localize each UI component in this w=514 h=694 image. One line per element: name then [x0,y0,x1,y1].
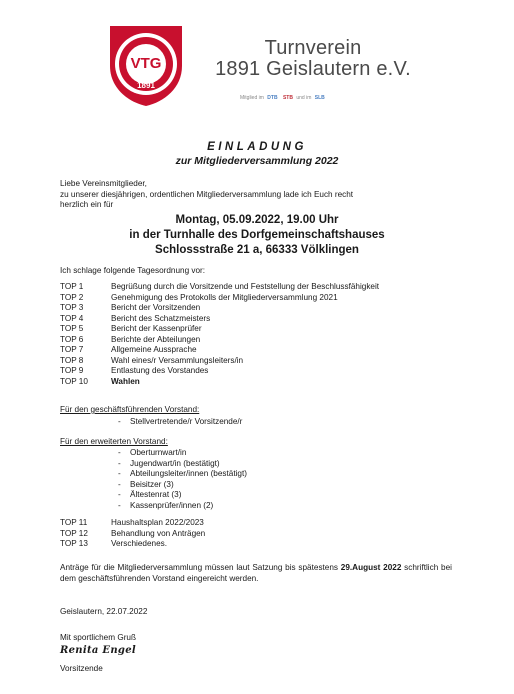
ext-board-item-label: Jugendwart/in (bestätigt) [130,458,220,468]
agenda-text: Genehmigung des Protokolls der Mitgliederversammlung 2021 [111,292,338,302]
event-date-time: Montag, 05.09.2022, 19.00 Uhr [175,214,339,226]
ext-board-item-label: Oberturnwart/in [130,448,187,457]
logo-text: VTG [130,55,162,72]
ext-board-list [118,448,247,511]
ext-board-item-label: Abteilungsleiter/innen (bestätigt) [130,469,247,478]
agenda-text: Entlastung des Vorstandes [111,366,209,375]
club-name-line2: 1891 Geislautern e.V. [215,58,411,80]
agenda-number: TOP 13 [60,539,88,548]
signature: Renita Engel [60,645,136,656]
notice-text-part1: Anträge für die Mitgliederversammlung müssen laut Satzung bis spätestens [60,563,339,572]
org-dtb: DTB [267,95,278,101]
agenda-number: TOP 3 [60,303,84,312]
membership-line [240,95,327,101]
agenda-text: Berichte der Abteilungen [111,334,201,344]
agenda-number: TOP 12 [60,528,88,538]
agenda-text: Begrüßung durch die Vorsitzende und Feststellung der Beschlussfähigkeit [111,282,380,291]
ext-board-item: - Ältestenrat (3) [118,490,182,499]
org-stb: STB [282,95,293,101]
ext-board-item-label: Ältestenrat (3) [130,490,182,499]
club-name-line1: Turnverein [264,37,362,59]
agenda-number: TOP 2 [60,292,84,302]
agenda-text: Behandlung von Anträgen [111,528,206,538]
agenda-text: Bericht der Kassenprüfer [111,324,202,333]
ext-board-item: - Beisitzer (3) [118,479,174,489]
agenda-text: Wahl eines/r Versammlungsleiters/in [111,355,244,365]
agenda-text: Haushaltsplan 2022/2023 [111,518,204,527]
agenda-number: TOP 11 [60,518,88,527]
notice-deadline: 29.August 2022 [340,563,402,572]
document-title: EINLADUNG [207,141,307,153]
membership-prefix: Mitglied im [240,95,264,101]
intro-line: Liebe Vereinsmitglieder, [60,179,147,188]
ext-board-heading: Für den erweiterten Vorstand: [60,437,168,446]
agenda-number: TOP 4 [60,313,84,323]
agenda-text: Bericht der Vorsitzenden [111,303,201,312]
agenda-number: TOP 6 [60,334,84,344]
agenda-number: TOP 7 [60,345,84,354]
intro-line: zu unserer diesjährigen, ordentlichen Mitgliederversammlung lade ich Euch recht [60,189,354,199]
ext-board-item: - Abteilungsleiter/innen (bestätigt) [118,469,247,478]
membership-joiner: und im [296,95,312,101]
agenda-number: TOP 10 [60,376,88,386]
notice-text-part2: schriftlich bei dem geschäftsführenden Vorstand eingereicht werden. [60,563,452,583]
exec-board-list [118,417,242,428]
closing-greeting: Mit sportlichem Gruß [60,633,136,642]
agenda-text: Allgemeine Aussprache [111,345,197,354]
org-slb: SLB [314,95,325,101]
place-date: Geislautern, 22.07.2022 [60,607,148,616]
club-name [203,38,423,80]
event-address: Schlossstraße 21 a, 66333 Völklingen [155,244,359,256]
agenda-number: TOP 9 [60,366,84,375]
ext-board-item: - Oberturnwart/in [118,448,187,457]
agenda-text: Wahlen [111,376,140,386]
ext-board-item: - Kassenprüfer/innen (2) [118,500,214,510]
agenda-text: Verschiedenes. [111,539,167,548]
event-venue: in der Turnhalle des Dorfgemeinschaftshauses [129,229,385,241]
motions-notice [60,563,452,584]
signer-role: Vorsitzende [60,664,103,673]
exec-board-heading: Für den geschäftsführenden Vorstand: [60,405,200,414]
ext-board-item: - Jugendwart/in (bestätigt) [118,458,220,468]
logo-year: 1891 [137,81,155,90]
ext-board-item-label: Kassenprüfer/innen (2) [130,500,214,510]
exec-board-item-label: Stellvertretende/r Vorsitzende/r [130,417,243,426]
document-subtitle: zur Mitgliederversammlung 2022 [175,155,339,167]
exec-board-item: - Stellvertretende/r Vorsitzende/r [118,417,243,426]
agenda-number: TOP 5 [60,324,84,333]
agenda-number: TOP 8 [60,355,84,365]
agenda-lead: Ich schlage folgende Tagesordnung vor: [60,266,206,275]
intro-paragraph [60,179,353,211]
agenda-number: TOP 1 [60,282,84,291]
club-logo [106,22,186,108]
agenda-text: Bericht des Schatzmeisters [111,313,211,323]
intro-line: herzlich ein für [60,200,114,209]
ext-board-item-label: Beisitzer (3) [130,479,174,489]
